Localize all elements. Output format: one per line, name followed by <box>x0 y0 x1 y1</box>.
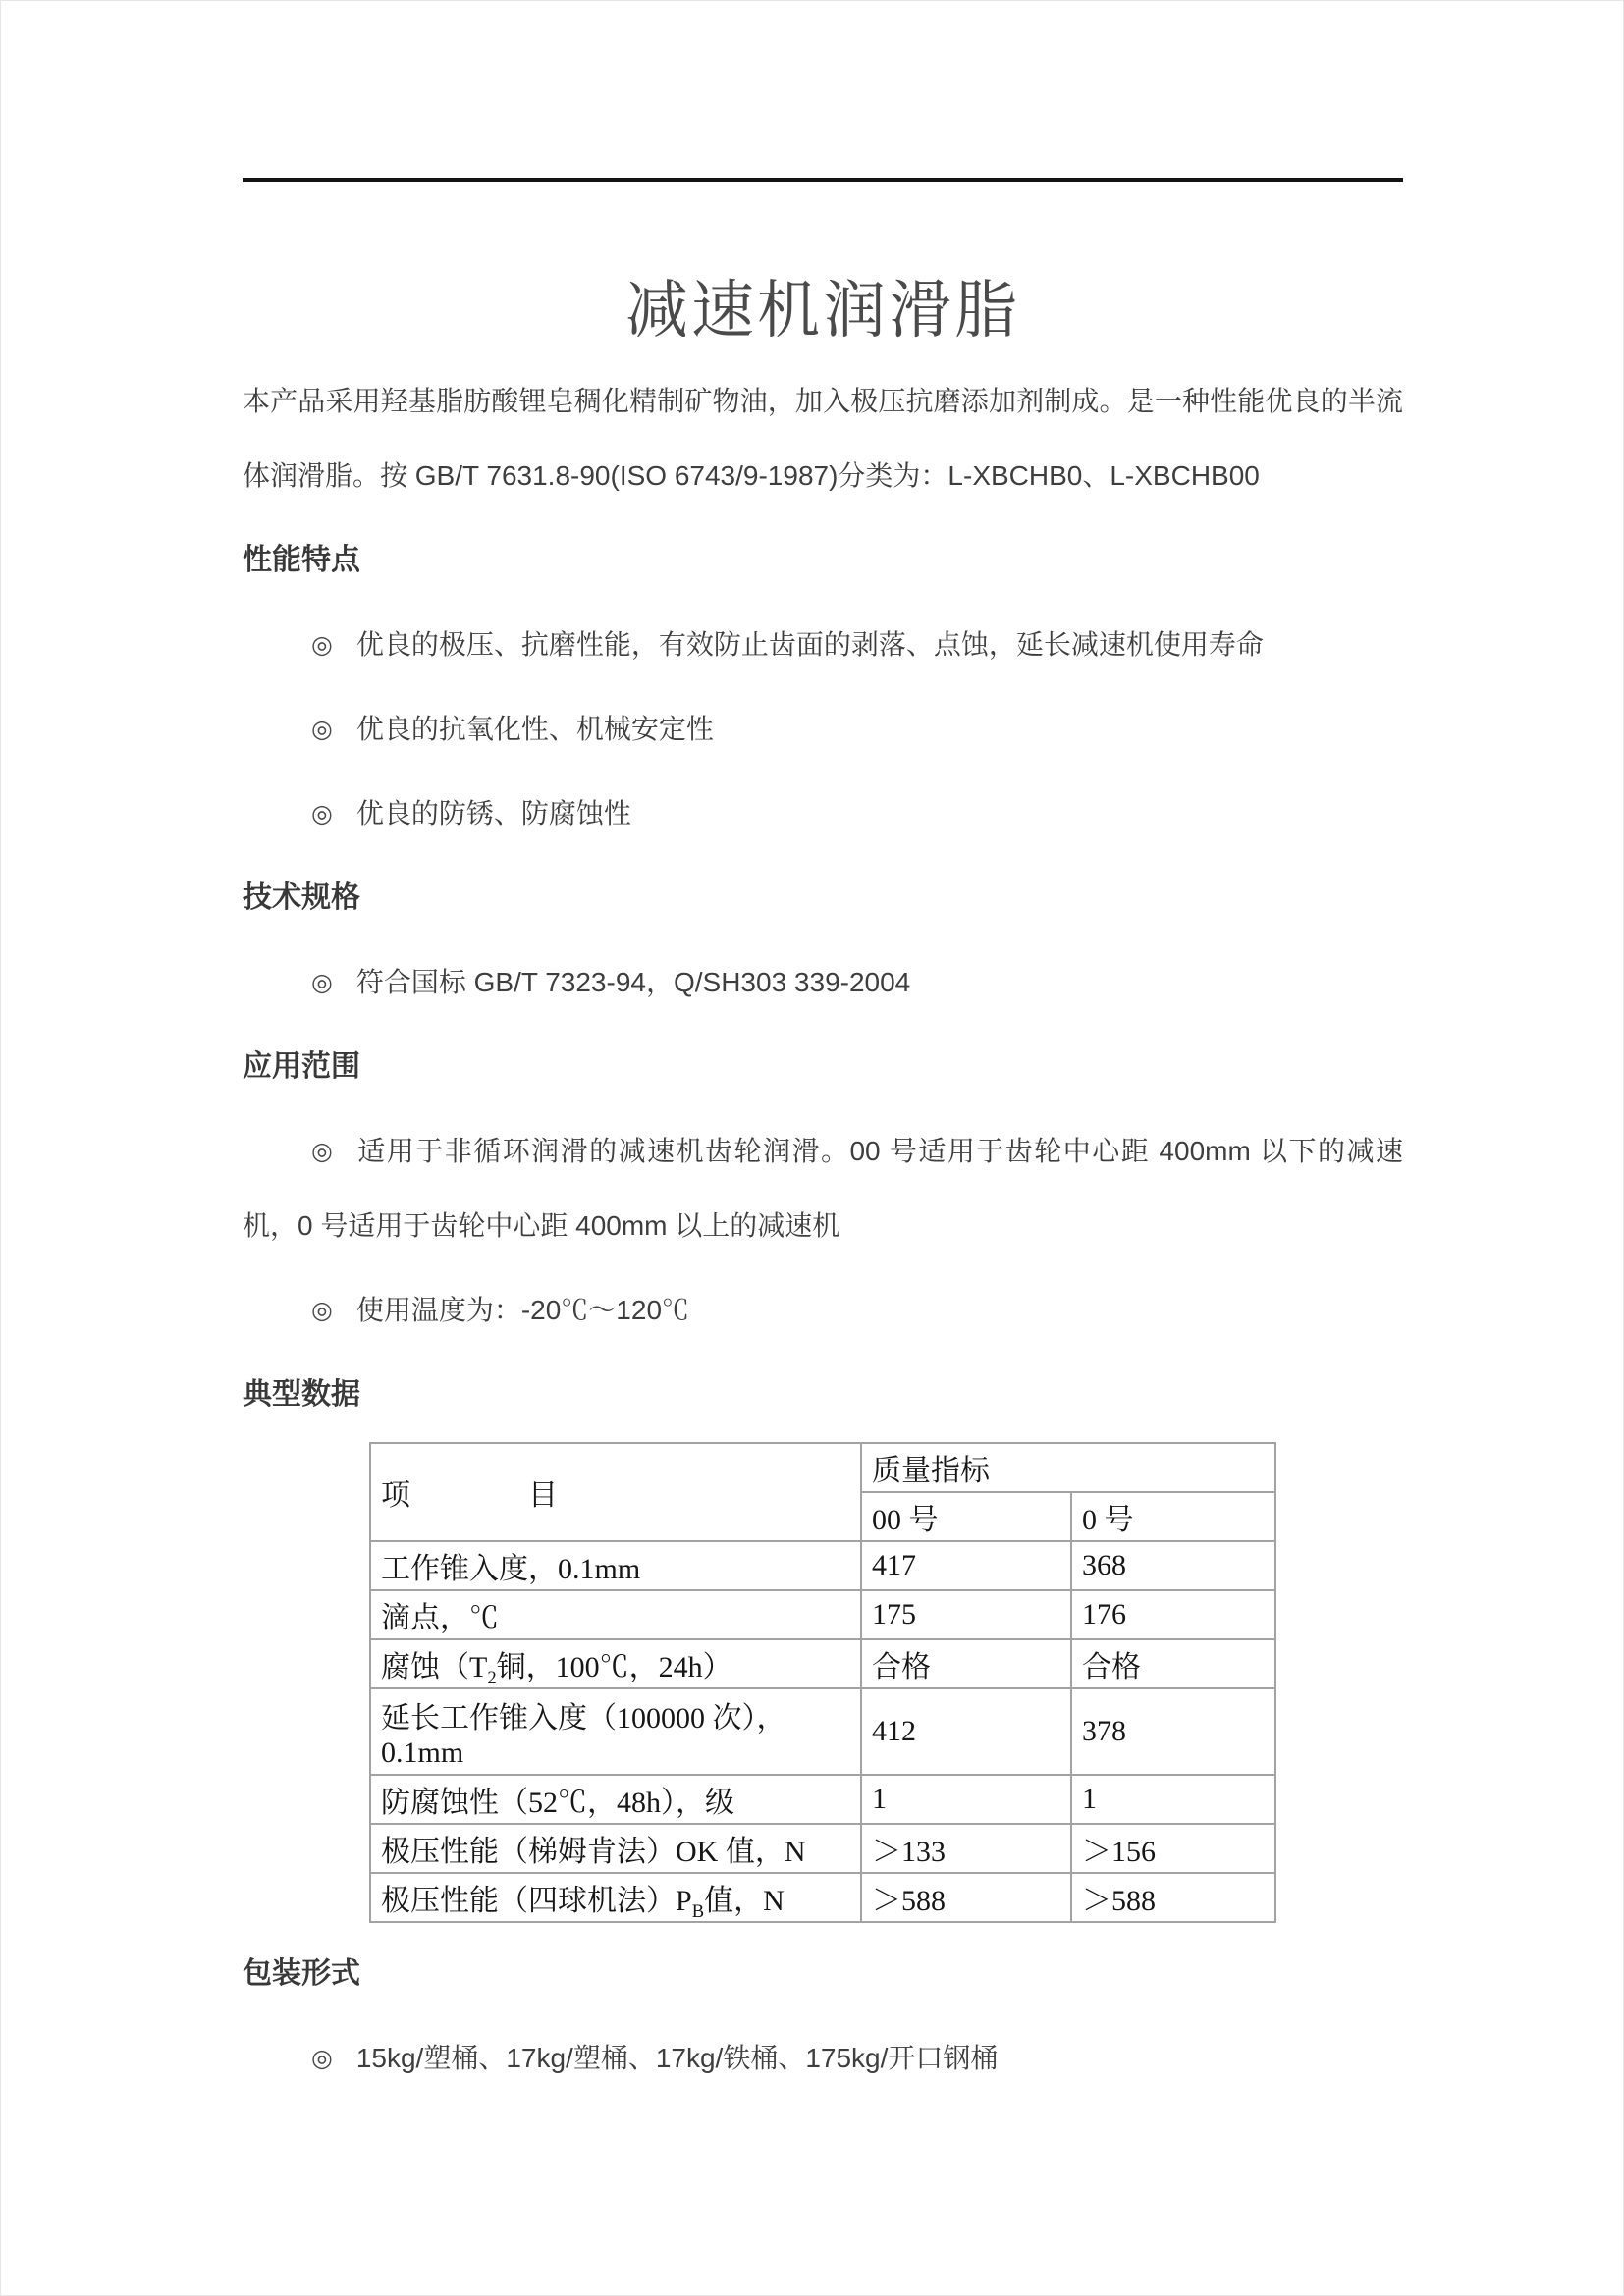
spec-value-0-cell: 1 <box>1071 1775 1275 1824</box>
document-content <box>1 178 1623 2096</box>
table-row <box>370 1590 1275 1639</box>
list-item-text: 优良的防锈、防腐蚀性 <box>355 798 631 828</box>
list-item-text: 优良的极压、抗磨性能，有效防止齿面的剥落、点蚀，延长减速机使用寿命 <box>355 629 1264 660</box>
bullseye-bullet-icon: ◎ <box>311 1297 333 1324</box>
spec-value-00-cell: 417 <box>861 1541 1071 1590</box>
page-title: 减速机润滑脂 <box>625 275 1020 346</box>
typical-data-table <box>369 1442 1276 1923</box>
spec-name-text: 值，N <box>704 1885 785 1917</box>
spec-name-text: 腐蚀（T <box>381 1651 488 1683</box>
section-heading-typical-data: 典型数据 <box>243 1378 360 1411</box>
table-row <box>370 1775 1275 1824</box>
spec-name-cell: 防腐蚀性（52℃，48h），级 <box>370 1775 861 1824</box>
list-item-text: 优良的抗氧化性、机械安定性 <box>355 714 714 744</box>
list-item-text: 符合国标 GB/T 7323-94，Q/SH303 339-2004 <box>355 967 911 997</box>
list-item-text: 15kg/塑桶、17kg/塑桶、17kg/铁桶、175kg/开口钢桶 <box>355 2043 999 2073</box>
section-heading-application: 应用范围 <box>243 1050 360 1083</box>
list-item <box>243 608 1403 682</box>
grade-0-header-cell: 0 号 <box>1071 1492 1275 1541</box>
section-heading-performance: 性能特点 <box>243 544 360 576</box>
bullseye-bullet-icon: ◎ <box>311 631 333 659</box>
table-row <box>370 1688 1275 1775</box>
spec-name-cell <box>370 1639 861 1688</box>
list-item-text: 使用温度为：-20℃～120℃ <box>355 1295 690 1325</box>
spec-value-00-cell: 1 <box>861 1775 1071 1824</box>
bullseye-bullet-icon: ◎ <box>311 2045 333 2072</box>
spec-name-cell: 极压性能（梯姆肯法）OK 值，N <box>370 1824 861 1873</box>
list-item-text: 适用于非循环润滑的减速机齿轮润滑。00 号适用于齿轮中心距 400mm 以下的减速机，0 号适用于齿轮中心距 400mm 以上的减速机 <box>243 1136 1403 1241</box>
table-row <box>370 1639 1275 1688</box>
bullseye-bullet-icon: ◎ <box>311 800 333 828</box>
list-item <box>243 776 1403 851</box>
spec-name-cell <box>370 1873 861 1922</box>
bullseye-bullet-icon: ◎ <box>311 969 333 996</box>
spec-value-0-cell: ＞156 <box>1071 1824 1275 1873</box>
list-item <box>243 692 1403 767</box>
subscript-text: 2 <box>487 1668 497 1688</box>
item-header-cell: 项 目 <box>370 1443 861 1541</box>
spec-value-0-cell: 368 <box>1071 1541 1275 1590</box>
list-item <box>243 1273 1403 1348</box>
table-row <box>370 1824 1275 1873</box>
table-row <box>370 1541 1275 1590</box>
grade-00-header-cell: 00 号 <box>861 1492 1071 1541</box>
intro-paragraph: 本产品采用羟基脂肪酸锂皂稠化精制矿物油，加入极压抗磨添加剂制成。是一种性能优良的半流体润滑脂。按 GB/T 7631.8-90(ISO 6743/9-1987)分类为：L-XBCHB0、L-XBCHB00 <box>243 386 1403 491</box>
bullseye-bullet-icon: ◎ <box>311 1138 335 1165</box>
top-rule <box>243 178 1403 182</box>
section-heading-packaging: 包装形式 <box>243 1957 360 1990</box>
spec-value-00-cell: ＞588 <box>861 1873 1071 1922</box>
section-heading-spec: 技术规格 <box>243 881 360 914</box>
spec-value-00-cell: ＞133 <box>861 1824 1071 1873</box>
spec-name-cell: 延长工作锥入度（100000 次），0.1mm <box>370 1688 861 1775</box>
table-row <box>370 1873 1275 1922</box>
bullseye-bullet-icon: ◎ <box>311 716 333 743</box>
spec-value-0-cell: 合格 <box>1071 1639 1275 1688</box>
spec-value-0-cell: 176 <box>1071 1590 1275 1639</box>
subscript-text: B <box>691 1901 705 1922</box>
spec-name-cell: 滴点，℃ <box>370 1590 861 1639</box>
table-header-row <box>370 1443 1275 1492</box>
spec-value-00-cell: 175 <box>861 1590 1071 1639</box>
spec-value-00-cell: 412 <box>861 1688 1071 1775</box>
list-item <box>243 2021 1403 2096</box>
spec-name-text: 铜，100℃，24h） <box>496 1651 732 1683</box>
quality-header-cell: 质量指标 <box>861 1443 1275 1492</box>
spec-name-cell: 工作锥入度，0.1mm <box>370 1541 861 1590</box>
list-item <box>243 945 1403 1020</box>
spec-value-0-cell: ＞588 <box>1071 1873 1275 1922</box>
list-item <box>243 1114 1403 1263</box>
spec-value-00-cell: 合格 <box>861 1639 1071 1688</box>
spec-value-0-cell: 378 <box>1071 1688 1275 1775</box>
spec-name-text: 极压性能（四球机法）P <box>381 1885 692 1917</box>
